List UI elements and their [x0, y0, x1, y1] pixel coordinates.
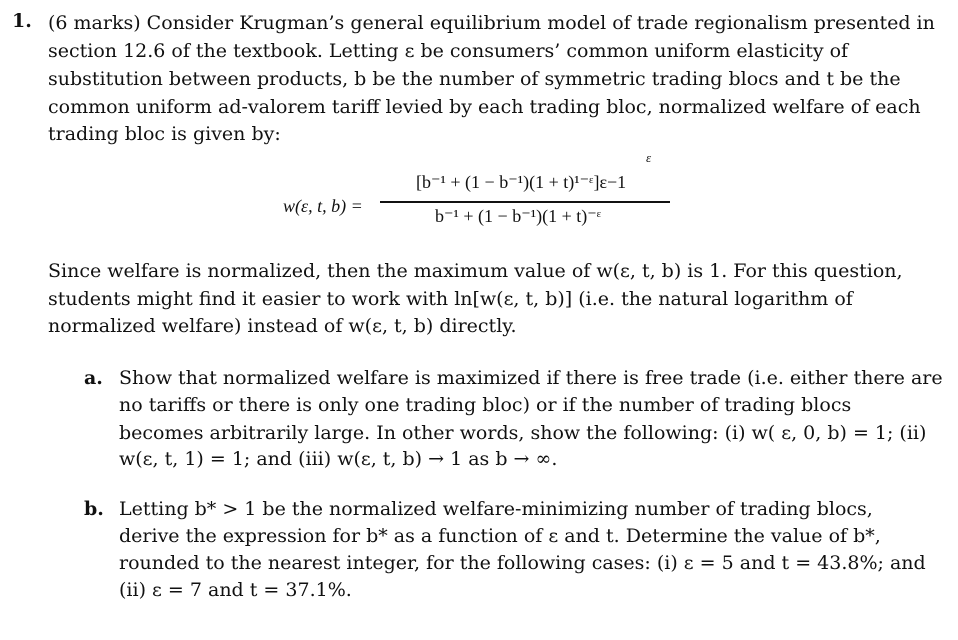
after-line: students might find it easier to work with ln[w(ε, t, b)] (i.e. the natural logarithm of: [48, 288, 853, 310]
part-line: no tariffs or there is only one trading bloc) or if the number of trading blocs: [119, 394, 852, 416]
part-line: (ii) ε = 7 and t = 37.1%.: [119, 579, 352, 601]
equation-numerator: [b⁻¹ + (1 − b⁻¹)(1 + t)¹⁻ᵋ]ε−1: [416, 172, 627, 192]
intro-line: common uniform ad-valorem tariff levied by each trading bloc, normalized welfare of each: [48, 96, 921, 118]
after-line: normalized welfare) instead of w(ε, t, b) directly.: [48, 315, 517, 337]
part-line: rounded to the nearest integer, for the following cases: (i) ε = 5 and t = 43.8%; and: [119, 552, 926, 574]
part-label: b.: [84, 498, 104, 520]
equation-exponent: ε: [646, 150, 652, 165]
equation-lhs: w(ε, t, b) =: [283, 196, 363, 216]
part-line: Show that normalized welfare is maximized if there is free trade (i.e. either there are: [119, 367, 943, 389]
intro-line: section 12.6 of the textbook. Letting ε be consumers’ common uniform elasticity of: [48, 40, 849, 62]
part-line: becomes arbitrarily large. In other words, show the following: (i) w( ε, 0, b) = 1; (ii): [119, 422, 927, 444]
part-line: w(ε, t, 1) = 1; and (iii) w(ε, t, b) → 1 as b → ∞.: [119, 448, 558, 470]
part-label: a.: [84, 367, 103, 389]
equation-denominator: b⁻¹ + (1 − b⁻¹)(1 + t)⁻ᵋ: [435, 206, 602, 226]
intro-line: trading bloc is given by:: [48, 123, 281, 145]
intro-line: (6 marks) Consider Krugman’s general equilibrium model of trade regionalism presented in: [48, 12, 935, 34]
intro-line: substitution between products, b be the number of symmetric trading blocs and t be the: [48, 68, 901, 90]
part-line: derive the expression for b* as a function of ε and t. Determine the value of b*,: [119, 525, 881, 547]
after-line: Since welfare is normalized, then the maximum value of w(ε, t, b) is 1. For this question,: [48, 260, 903, 282]
part-line: Letting b* > 1 be the normalized welfare-minimizing number of trading blocs,: [119, 498, 873, 520]
fraction-bar: [380, 201, 670, 203]
question-number: 1.: [12, 10, 32, 32]
